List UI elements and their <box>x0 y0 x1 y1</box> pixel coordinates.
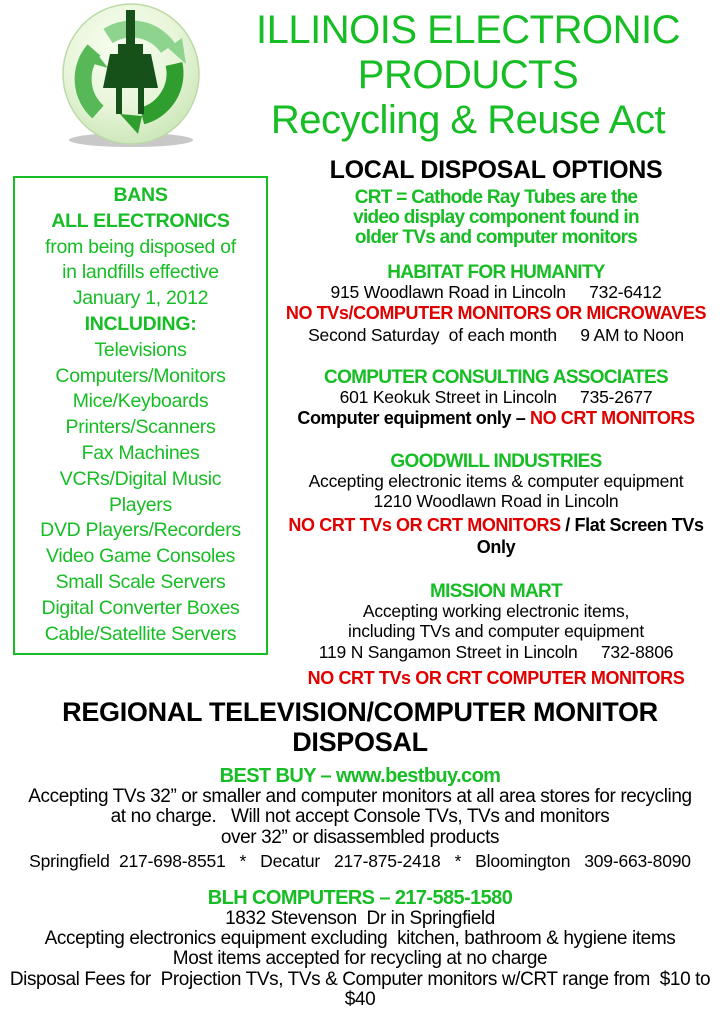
bans-heading-1: BANS <box>113 184 168 206</box>
org-name: MISSION MART <box>430 580 562 602</box>
org-note <box>278 408 714 430</box>
bans-item: Fax Machines <box>81 441 200 464</box>
org-name: GOODWILL INDUSTRIES <box>390 450 602 472</box>
regional-disposal-section <box>0 697 720 1010</box>
org-goodwill-industries <box>278 452 714 559</box>
bans-including-label: INCLUDING: <box>84 312 197 335</box>
bans-item: Cable/Satellite Servers <box>44 622 237 645</box>
bans-item: Players <box>109 493 172 516</box>
org-name: BEST BUY – www.bestbuy.com <box>219 765 501 787</box>
org-warning-red: NO CRT TVs OR CRT MONITORS <box>288 514 561 535</box>
bans-item: Small Scale Servers <box>55 570 226 593</box>
page-title <box>222 8 714 143</box>
org-name: BLH COMPUTERS – 217-585-1580 <box>207 886 513 909</box>
bans-sub-3: January 1, 2012 <box>72 287 209 310</box>
bans-box <box>13 176 268 655</box>
org-hours: Second Saturday of each month 9 AM to Noon <box>308 324 684 345</box>
bans-item: VCRs/Digital Music <box>59 467 222 490</box>
org-detail-line: Accepting TVs 32” or smaller and computer monitors at all area stores for recycling <box>28 786 692 807</box>
org-address: 915 Woodlawn Road in Lincoln 732-6412 <box>330 282 662 302</box>
bans-item: Computers/Monitors <box>55 364 226 387</box>
bans-item: DVD Players/Recorders <box>40 519 241 542</box>
recycle-plug-logo-icon <box>46 2 216 150</box>
org-warning <box>278 515 714 559</box>
bans-item: Printers/Scanners <box>65 416 216 439</box>
crt-definition <box>278 188 714 248</box>
bans-sub-1: from being disposed of <box>45 235 236 258</box>
org-detail-line: including TVs and computer equipment <box>348 621 644 641</box>
org-address: 1832 Stevenson Dr in Springfield <box>225 907 495 929</box>
local-section-title: LOCAL DISPOSAL OPTIONS <box>329 156 663 184</box>
bans-item: Video Game Consoles <box>45 545 236 568</box>
org-warning-black: / Flat Screen TVs Only <box>476 514 704 557</box>
crt-note-line3: older TVs and computer monitors <box>354 227 638 248</box>
crt-note-line1: CRT = Cathode Ray Tubes are the <box>354 187 638 208</box>
org-detail-line: Most items accepted for recycling at no charge <box>172 948 548 970</box>
org-address: 601 Keokuk Street in Lincoln 735-2677 <box>339 387 653 407</box>
org-best-buy <box>0 766 720 871</box>
org-detail-line: Accepting working electronic items, <box>362 600 630 621</box>
org-detail-line: over 32” or disassembled products <box>220 826 500 848</box>
org-detail-line: Disposal Fees for Projection TVs, TVs & Computer monitors w/CRT range from $10 to $40 <box>9 968 716 1010</box>
org-name: COMPUTER CONSULTING ASSOCIATES <box>324 367 668 388</box>
org-computer-consulting-associates <box>278 368 714 430</box>
regional-section-title: REGIONAL TELEVISION/COMPUTER MONITOR DISPOSAL <box>62 697 658 757</box>
bans-heading-2: ALL ELECTRONICS <box>51 209 230 232</box>
bans-sub-2: in landfills effective <box>62 261 219 284</box>
bans-item: Mice/Keyboards <box>72 390 209 413</box>
org-address: 1210 Woodlawn Road in Lincoln <box>373 491 619 511</box>
org-mission-mart <box>278 582 714 691</box>
org-warning-text: NO TVs/COMPUTER MONITORS OR MICROWAVES <box>285 302 707 323</box>
page-title-line1: ILLINOIS ELECTRONIC <box>256 8 680 52</box>
org-warning <box>278 303 714 325</box>
org-detail-line: at no charge. Will not accept Console TVs, TVs and monitors <box>110 806 610 828</box>
page-title-line2: PRODUCTS <box>357 53 579 97</box>
recycle-plug-logo <box>46 2 216 150</box>
org-name: HABITAT FOR HUMANITY <box>387 262 605 283</box>
org-address: 119 N Sangamon Street in Lincoln 732-8806 <box>318 641 674 662</box>
org-warning <box>278 668 714 690</box>
org-warning-text: NO CRT TVs OR CRT COMPUTER MONITORS <box>307 668 685 688</box>
org-detail-line: Accepting electronics equipment excluding kitchen, bathroom & hygiene items <box>44 928 676 950</box>
crt-note-line2: video display component found in <box>353 207 639 228</box>
org-habitat-for-humanity <box>278 263 714 345</box>
org-note-red: NO CRT MONITORS <box>529 407 695 428</box>
org-blh-computers <box>0 888 720 1010</box>
page-title-line3: Recycling & Reuse Act <box>270 98 666 142</box>
org-phone-numbers: Springfield 217-698-8551 * Decatur 217-875-2418 * Bloomington 309-663-8090 <box>29 850 691 871</box>
bans-item: Televisions <box>94 338 187 361</box>
org-detail-line: Accepting electronic items & computer equipment <box>308 470 684 491</box>
bans-item: Digital Converter Boxes <box>41 596 240 619</box>
local-disposal-section <box>278 157 714 690</box>
org-note-black: Computer equipment only – <box>297 407 530 428</box>
